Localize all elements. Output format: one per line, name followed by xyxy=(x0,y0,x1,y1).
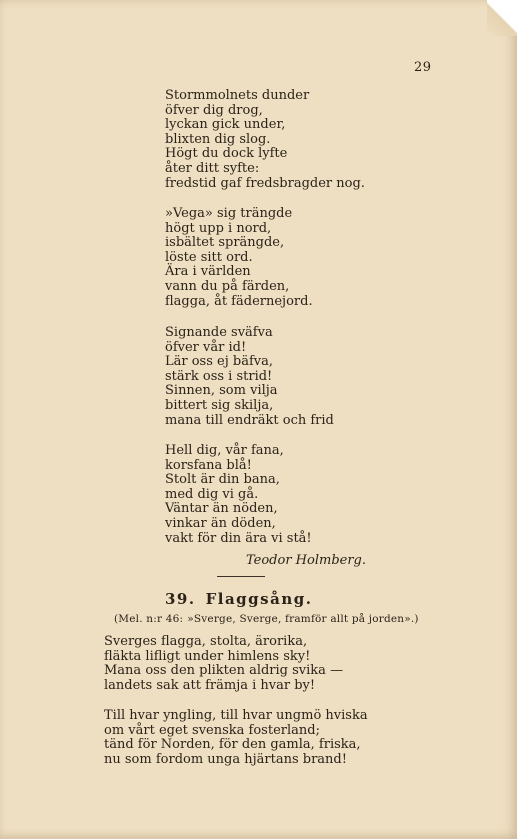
song-stanza-2 xyxy=(104,709,368,767)
section-divider xyxy=(217,576,265,577)
poem-line: högt upp i nord, xyxy=(165,220,272,236)
poem-line: vakt för din ära vi stå! xyxy=(165,530,312,546)
song-line: om vårt eget svenska fosterland; xyxy=(104,722,320,738)
poem-line: löste sitt ord. xyxy=(165,249,253,265)
melody-note xyxy=(114,613,419,625)
poem-line: öfver vår id! xyxy=(165,339,247,355)
melody-text: »Sverge, Sverge, framför allt på jorden».) xyxy=(187,613,419,625)
poem-line: Sinnen, som vilja xyxy=(165,383,278,399)
poem-line: flagga, åt fädernejord. xyxy=(165,293,313,309)
poem-line: korsfana blå! xyxy=(165,457,252,473)
poem-line: stärk oss i strid! xyxy=(165,368,273,384)
poem-line: vinkar än döden, xyxy=(165,515,276,531)
song-line: fläkta lifligt under himlens sky! xyxy=(104,648,311,664)
poem-author: Teodor Holmberg. xyxy=(246,553,367,568)
poem-line: åter ditt syfte: xyxy=(165,160,260,176)
page-number: 29 xyxy=(414,60,432,75)
poem-line: isbältet sprängde, xyxy=(165,235,285,251)
page-corner-fold xyxy=(487,0,517,36)
song-stanza-1 xyxy=(104,635,343,693)
poem-line: Ära i världen xyxy=(165,264,251,280)
poem-line: Signande sväfva xyxy=(165,325,273,340)
poem-line: Stolt är din bana, xyxy=(165,472,280,488)
poem-line: Väntar än nöden, xyxy=(165,501,278,517)
poem-line: »Vega» sig trängde xyxy=(165,206,293,221)
song-line: tänd för Norden, för den gamla, friska, xyxy=(104,737,361,753)
poem-line: vann du på färden, xyxy=(165,278,290,294)
poem-stanza-3 xyxy=(165,326,334,428)
song-line: Mana oss den plikten aldrig svika — xyxy=(104,663,344,679)
song-line: Till hvar yngling, till hvar ungmö hviska xyxy=(104,708,368,723)
poem-line: öfver dig drog, xyxy=(165,102,263,118)
poem-line: bittert sig skilja, xyxy=(165,397,274,413)
melody-prefix: (Mel. n:r 46: xyxy=(114,613,184,625)
poem-stanza-4 xyxy=(165,444,312,546)
song-line: nu som fordom unga hjärtans brand! xyxy=(104,751,347,767)
poem-line: Högt du dock lyfte xyxy=(165,146,288,162)
poem-line: Hell dig, vår fana, xyxy=(165,443,284,458)
poem-line: Lär oss ej bäfva, xyxy=(165,354,273,370)
poem-line: fredstid gaf fredsbragder nog. xyxy=(165,175,365,191)
poem-line: lyckan gick under, xyxy=(165,117,286,133)
poem-line: blixten dig slog. xyxy=(165,131,271,147)
song-heading xyxy=(165,590,312,608)
song-line: landets sak att främja i hvar by! xyxy=(104,677,316,693)
poem-line: mana till endräkt och frid xyxy=(165,412,334,428)
song-line: Sverges flagga, stolta, ärorika, xyxy=(104,634,308,649)
poem-line: Stormmolnets dunder xyxy=(165,88,310,103)
song-title: Flaggsång. xyxy=(205,590,313,608)
poem-stanza-2 xyxy=(165,207,313,309)
song-number: 39. xyxy=(165,590,196,608)
poem-stanza-1 xyxy=(165,89,365,191)
poem-line: med dig vi gå. xyxy=(165,486,259,502)
